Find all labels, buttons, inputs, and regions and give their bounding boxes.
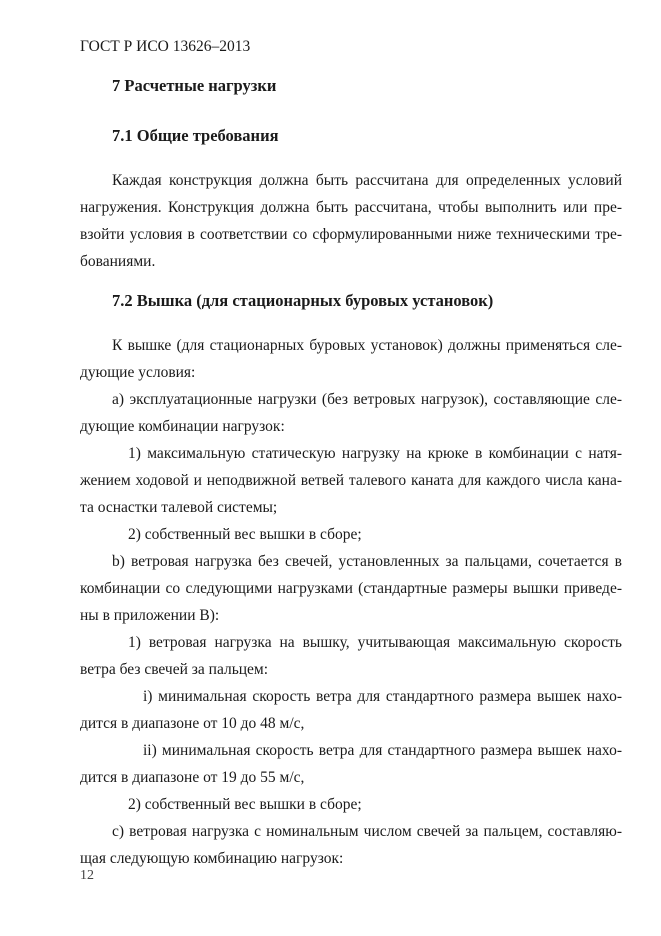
- list-item-b1-i: i) минимальная скорость ветра для стандартного размера вышек нахо-: [143, 688, 622, 705]
- paragraph-line: дится в диапазоне от 19 до 55 м/с,: [80, 769, 305, 786]
- list-item-a2: 2) собственный вес вышки в сборе;: [128, 526, 362, 543]
- paragraph-line: дующие комбинации нагрузок:: [80, 418, 285, 435]
- paragraph-line: ветра без свечей за пальцем:: [80, 661, 269, 678]
- paragraph-line: дится в диапазоне от 10 до 48 м/с,: [80, 715, 305, 732]
- paragraph-line: бованиями.: [80, 253, 156, 270]
- list-item-b: b) ветровая нагрузка без свечей, установленных за пальцами, сочетается в: [112, 553, 622, 570]
- paragraph-line: комбинации со следующими нагрузками (стандартные размеры вышки приведе-: [80, 580, 622, 597]
- list-item-b1: 1) ветровая нагрузка на вышку, учитывающая максимальную скорость: [128, 634, 622, 651]
- list-item-b1-ii: ii) минимальная скорость ветра для стандартного размера вышек нахо-: [143, 742, 622, 759]
- paragraph-line: взойти условия в соответствии со сформулированными ниже техническими тре-: [80, 226, 622, 243]
- list-item-a1: 1) максимальную статическую нагрузку на крюке в комбинации с натя-: [128, 445, 622, 462]
- paragraph-line: жением ходовой и неподвижной ветвей талевого каната для каждого числа кана-: [80, 472, 622, 489]
- list-item-c: c) ветровая нагрузка с номинальным числом свечей за пальцем, составляю-: [112, 823, 622, 840]
- paragraph-line: нагружения. Конструкция должна быть рассчитана, чтобы выполнить или пре-: [80, 199, 622, 216]
- section-7-heading: 7 Расчетные нагрузки: [112, 76, 277, 95]
- list-item-a: a) эксплуатационные нагрузки (без ветровых нагрузок), составляющие сле-: [112, 391, 622, 408]
- document-code-header: ГОСТ Р ИСО 13626–2013: [80, 38, 251, 55]
- page-number: 12: [80, 868, 94, 883]
- section-7-2-heading: 7.2 Вышка (для стационарных буровых установок): [112, 291, 494, 310]
- paragraph-line: Каждая конструкция должна быть рассчитана для определенных условий: [112, 172, 622, 189]
- paragraph-line: дующие условия:: [80, 364, 196, 381]
- paragraph-line: К вышке (для стационарных буровых установок) должны применяться сле-: [112, 337, 622, 354]
- paragraph-line: та оснастки талевой системы;: [80, 499, 278, 516]
- section-7-1-heading: 7.1 Общие требования: [112, 126, 279, 145]
- paragraph-line: ны в приложении B):: [80, 607, 220, 624]
- paragraph-line: щая следующую комбинацию нагрузок:: [80, 850, 344, 867]
- list-item-b2: 2) собственный вес вышки в сборе;: [128, 796, 362, 813]
